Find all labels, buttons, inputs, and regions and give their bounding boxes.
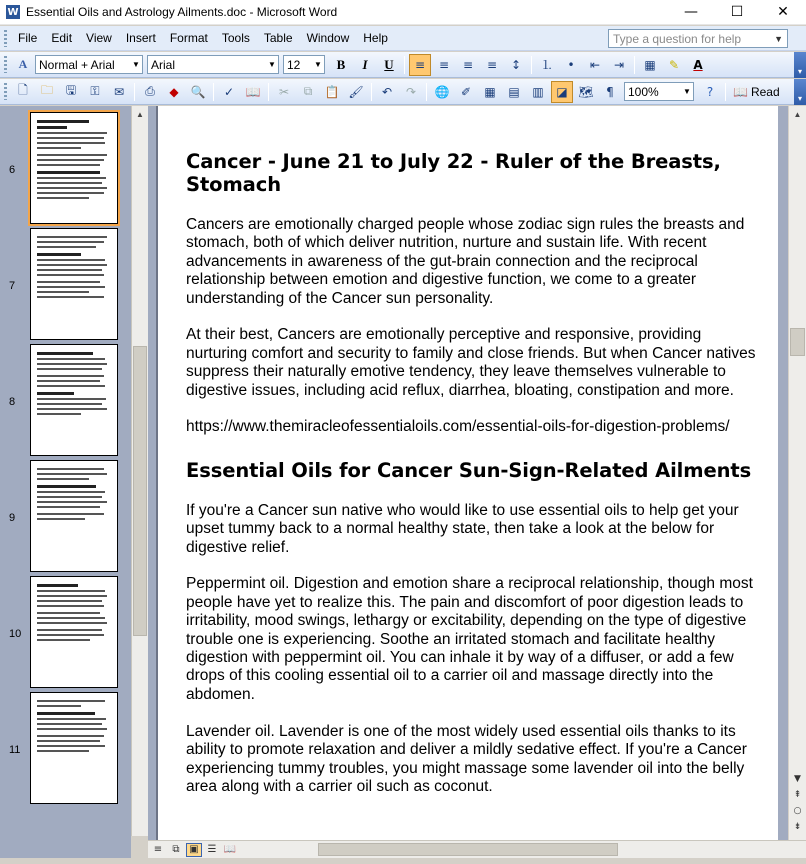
thumbnail-item[interactable]	[0, 342, 131, 458]
scroll-down-icon[interactable]: ▼	[794, 774, 801, 784]
scroll-thumb[interactable]	[133, 346, 147, 636]
scroll-up-icon[interactable]: ▲	[136, 110, 144, 119]
thumbnail-scrollbar[interactable]	[131, 106, 148, 836]
select-browse-object-icon[interactable]: ○	[793, 806, 802, 816]
font-size-select[interactable]	[283, 55, 325, 74]
print-layout-icon[interactable]: ▣	[186, 843, 202, 857]
toolbar-separator	[213, 83, 214, 101]
source-link[interactable]: https://www.themiracleofessentialoils.com/essential-oils-for-digestion-problems/	[186, 418, 730, 436]
toolbar-separator	[531, 56, 532, 74]
toolbar-separator	[371, 83, 372, 101]
menu-grip[interactable]	[4, 30, 7, 47]
align-center-icon[interactable]: ≡	[438, 57, 450, 72]
outline-view-icon[interactable]: ☰	[207, 844, 217, 855]
menu-table[interactable]: Table	[263, 31, 293, 45]
menu-help[interactable]: Help	[363, 31, 388, 45]
toolbar-separator	[268, 83, 269, 101]
previous-page-icon[interactable]: ⇞	[793, 790, 802, 800]
formatting-toolbar	[0, 52, 806, 78]
drawing-icon[interactable]: ◪	[551, 81, 573, 103]
permission-icon[interactable]: ⚿	[90, 84, 100, 98]
thumbnail-page[interactable]	[30, 344, 118, 456]
document-content[interactable]	[186, 150, 764, 815]
standard-toolbar	[0, 79, 806, 105]
spelling-icon[interactable]: ✓	[223, 84, 235, 99]
help-placeholder: Type a question for help	[613, 31, 742, 46]
insert-table-icon[interactable]: ▦	[484, 84, 496, 99]
thumbnail-item[interactable]	[0, 574, 131, 690]
thumbnail-page[interactable]	[30, 692, 118, 804]
maximize-button[interactable]: ☐	[730, 4, 744, 20]
toolbar-options-icon[interactable]: ▾	[794, 52, 806, 78]
chevron-down-icon[interactable]: ▼	[683, 87, 691, 96]
document-page[interactable]	[158, 106, 778, 840]
read-book-icon: 📖	[733, 84, 748, 99]
redo-icon[interactable]: ↷	[405, 84, 417, 99]
thumbnail-page-number: 6	[9, 164, 16, 176]
normal-view-icon[interactable]: ≡	[153, 844, 163, 855]
toolbar-separator	[134, 83, 135, 101]
read-button[interactable]	[729, 85, 784, 99]
font-color-icon[interactable]: A	[693, 57, 703, 72]
justify-icon[interactable]: ≡	[486, 57, 498, 72]
font-value: Arial	[151, 57, 176, 72]
title-bar	[0, 0, 806, 25]
chevron-down-icon[interactable]: ▼	[314, 60, 322, 69]
toolbar-separator	[404, 56, 405, 74]
vertical-scrollbar[interactable]	[788, 106, 806, 840]
help-dropdown-icon[interactable]: ▼	[774, 33, 783, 44]
scroll-thumb[interactable]	[790, 328, 805, 356]
paragraph[interactable]: Peppermint oil. Digestion and emotion share a reciprocal relationship, though most people have yet to realize this. The pain and discomfort of poor digestion leads to irritability, mood swings, lethargy or excitability, depending on the type of digestive trouble one is experiencing. Soothe an irritated stomach and facilitate healthy digestion with peppermint oil. You can inhale it by way of a diffuser, or add a few drops of this cooling essential oil to a carrier oil and massage directly into the abdomen.	[186, 575, 753, 703]
print-icon[interactable]: ⎙	[145, 84, 155, 98]
zoom-value: 100%	[628, 84, 659, 99]
document-area	[148, 106, 788, 840]
email-icon[interactable]: ✉	[113, 84, 125, 99]
paragraph[interactable]: Cancers are emotionally charged people whose zodiac sign rules the breasts and stomach, both of which deliver nutrition, nurture and sustain life. With recent advancements in awareness of the gut-brain connection and the reciprocal relationship between emotion and digestive function, we come to a greater understanding of the Cancer sun personality.	[186, 216, 745, 307]
thumbnail-item[interactable]	[0, 226, 131, 342]
menu-tools[interactable]: Tools	[221, 31, 250, 45]
menu-file[interactable]: File	[18, 31, 38, 45]
paste-icon[interactable]: 📋	[324, 84, 340, 99]
hyperlink-icon[interactable]: 🌐	[434, 84, 450, 99]
window-title: Essential Oils and Astrology Ailments.doc - Microsoft Word	[26, 5, 338, 19]
cut-icon[interactable]: ✂	[278, 84, 290, 99]
thumbnail-item[interactable]	[0, 110, 131, 226]
style-value: Normal + Arial	[39, 57, 115, 72]
thumbnail-item[interactable]	[0, 690, 131, 806]
read-label: Read	[750, 84, 780, 99]
paragraph[interactable]: If you're a Cancer sun native who would like to use essential oils to help get your upset tummy back to a normal healthy state, then take a look at the below for digestive relief.	[186, 501, 739, 556]
open-folder-icon[interactable]: 🗀	[40, 83, 53, 97]
menu-format[interactable]: Format	[169, 31, 208, 45]
thumbnail-page-number: 9	[9, 512, 16, 524]
thumbnail-page-number: 7	[9, 280, 16, 292]
bullets-icon[interactable]: •	[567, 57, 575, 72]
toolbar-separator	[426, 83, 427, 101]
menu-insert[interactable]: Insert	[125, 31, 156, 45]
web-layout-icon[interactable]: ⧉	[172, 844, 180, 855]
thumbnail-page[interactable]	[30, 460, 118, 572]
save-icon[interactable]: 🖫	[65, 83, 77, 97]
bold-button[interactable]: B	[336, 56, 346, 72]
insert-excel-icon[interactable]: ▤	[508, 84, 520, 99]
thumbnail-page-number: 8	[9, 396, 16, 408]
menu-edit[interactable]: Edit	[51, 31, 73, 45]
thumbnail-pane	[0, 106, 131, 858]
thumbnail-page[interactable]	[30, 228, 118, 340]
toolbar-options-icon[interactable]: ▾	[794, 79, 806, 105]
research-icon[interactable]: ◆	[169, 84, 179, 99]
chevron-down-icon[interactable]: ▼	[132, 60, 140, 69]
reading-layout-icon[interactable]: 📖	[223, 844, 237, 855]
show-formatting-icon[interactable]: ¶	[606, 84, 614, 99]
columns-icon[interactable]: ▥	[532, 84, 544, 99]
help-icon[interactable]: ?	[706, 84, 714, 99]
tables-borders-icon[interactable]: ✐	[460, 84, 472, 99]
paragraph[interactable]: Lavender oil. Lavender is one of the most widely used essential oils thanks to its ability to promote relaxation and deliver a mildly sedative effect. If you're a Cancer experiencing tummy troubles, you might massage some lavender oil into the belly area along with a carrier oil such as coconut.	[186, 722, 747, 795]
scroll-up-icon[interactable]: ▲	[793, 110, 802, 119]
style-select[interactable]	[35, 55, 143, 74]
italic-button[interactable]: I	[362, 56, 368, 72]
thumbnail-page-number: 11	[9, 744, 21, 756]
copy-icon[interactable]: ⧉	[303, 84, 313, 98]
font-size-value: 12	[287, 57, 301, 72]
menu-window[interactable]: Window	[306, 31, 350, 45]
undo-icon[interactable]: ↶	[381, 84, 393, 99]
toolbar-separator	[725, 83, 726, 101]
styles-pane-icon[interactable]: A	[18, 57, 28, 71]
underline-button[interactable]: U	[384, 56, 394, 72]
paragraph[interactable]: At their best, Cancers are emotionally perceptive and responsive, providing nurturing comfort and security to family and close friends. But when Cancer natives suppress their naturally emotive tendency, they leave themselves vulnerable to digestive issues, including acid reflux, diarrhea, bloating, constipation and more.	[186, 326, 756, 399]
borders-icon[interactable]: ▦	[644, 57, 656, 72]
highlight-icon[interactable]: ✎	[668, 57, 680, 72]
thumbnail-item[interactable]	[0, 458, 131, 574]
font-select[interactable]	[147, 55, 279, 74]
menu-bar	[0, 26, 806, 51]
help-search-input[interactable]	[608, 29, 788, 48]
research-book-icon[interactable]: 📖	[245, 84, 261, 99]
numbering-icon[interactable]: ⒈	[540, 58, 553, 72]
toolbar-separator	[634, 56, 635, 74]
align-right-icon[interactable]: ≡	[462, 57, 474, 72]
minimize-button[interactable]: —	[684, 4, 698, 20]
thumbnail-page-number: 10	[9, 628, 22, 640]
thumbnail-page[interactable]	[30, 112, 118, 224]
document-map-icon[interactable]: 🗺	[578, 84, 594, 99]
close-button[interactable]: ✕	[777, 4, 789, 20]
heading-cancer[interactable]: Cancer - June 21 to July 22 - Ruler of the Breasts, Stomach	[186, 150, 721, 196]
line-spacing-icon[interactable]: ↕	[510, 57, 522, 72]
print-preview-icon[interactable]: 🔍	[190, 84, 206, 99]
chevron-down-icon[interactable]: ▼	[268, 60, 276, 69]
heading-essential-oils[interactable]: Essential Oils for Cancer Sun-Sign-Related Ailments	[186, 458, 752, 482]
next-page-icon[interactable]: ⇟	[793, 822, 802, 832]
thumbnail-page[interactable]	[30, 576, 118, 688]
status-bar	[0, 858, 806, 864]
decrease-indent-icon[interactable]: ⇤	[589, 57, 601, 72]
zoom-select[interactable]	[624, 82, 694, 101]
format-painter-icon[interactable]: 🖌	[348, 84, 364, 99]
increase-indent-icon[interactable]: ⇥	[613, 57, 625, 72]
horizontal-scrollbar	[148, 840, 806, 858]
menu-view[interactable]: View	[86, 31, 112, 45]
align-left-icon[interactable]: ≡	[409, 54, 431, 76]
new-document-icon[interactable]: 🗋	[18, 83, 28, 97]
toolbar-grip[interactable]	[4, 56, 7, 73]
toolbar-grip[interactable]	[4, 83, 7, 100]
word-app-icon[interactable]: W	[7, 6, 19, 18]
horizontal-scroll-thumb[interactable]	[318, 843, 618, 856]
